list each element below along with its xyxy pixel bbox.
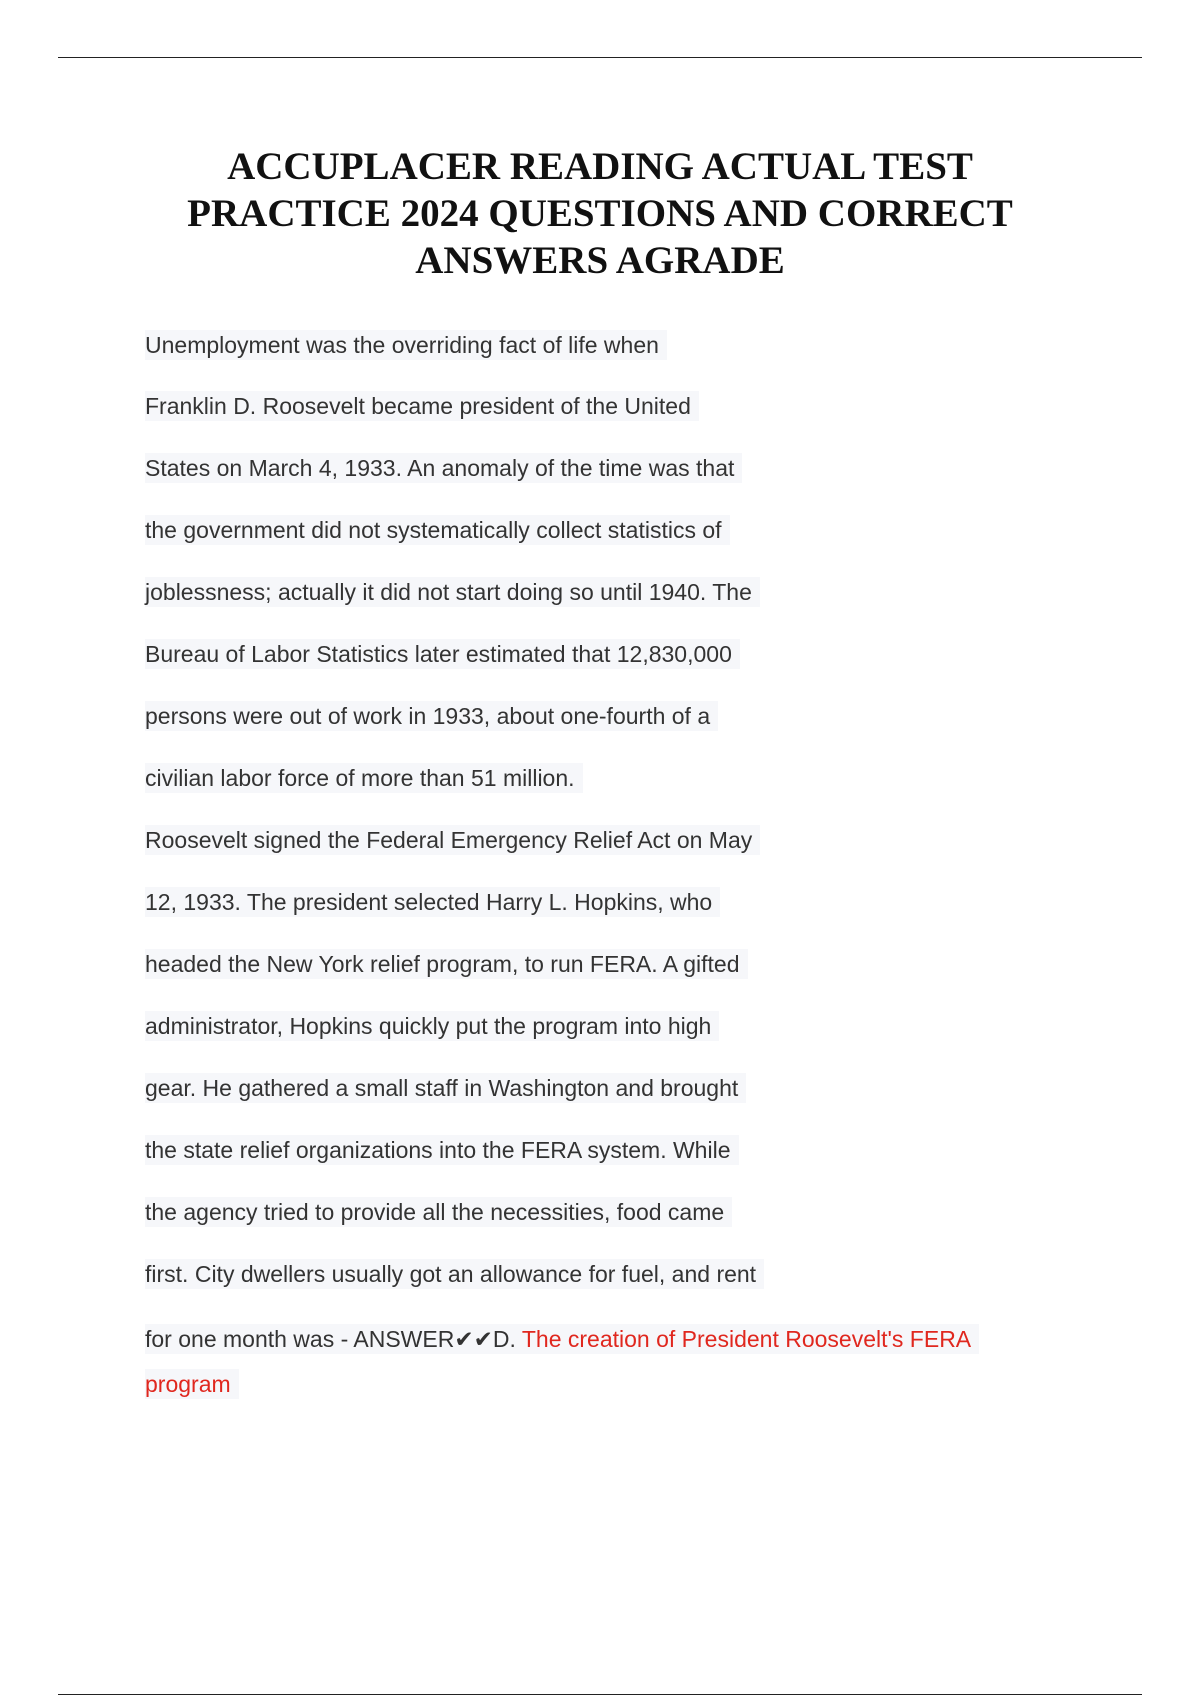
passage-line: the state relief organizations into the FERA system. While — [145, 1135, 739, 1165]
passage-line: headed the New York relief program, to run FERA. A gifted — [145, 949, 748, 979]
passage-line: persons were out of work in 1933, about one-fourth of a — [145, 701, 718, 731]
passage-line: Roosevelt signed the Federal Emergency Relief Act on May — [145, 825, 760, 855]
passage-line: administrator, Hopkins quickly put the program into high — [145, 1011, 719, 1041]
passage-line: States on March 4, 1933. An anomaly of the time was that — [145, 453, 742, 483]
passage-line: joblessness; actually it did not start doing so until 1940. The — [145, 577, 760, 607]
passage-line: the government did not systematically collect statistics of — [145, 515, 730, 545]
passage-line: the agency tried to provide all the necessities, food came — [145, 1197, 732, 1227]
checkmark-icon: ✔✔ — [454, 1326, 493, 1352]
passage-line: first. City dwellers usually got an allowance for fuel, and rent — [145, 1259, 764, 1289]
answer-text: The creation of President Roosevelt's FERA — [521, 1326, 972, 1352]
passage-line: Unemployment was the overriding fact of life when — [145, 330, 667, 360]
passage-line: Bureau of Labor Statistics later estimated that 12,830,000 — [145, 639, 740, 669]
answer-letter: D. — [492, 1326, 522, 1352]
document-title — [120, 143, 1080, 284]
passage-line: 12, 1933. The president selected Harry L. Hopkins, who — [145, 887, 720, 917]
bottom-rule — [58, 1694, 1142, 1695]
answer-line — [145, 1324, 979, 1354]
top-rule — [58, 57, 1142, 58]
answer-prefix: for one month was - ANSWER — [145, 1326, 455, 1352]
title-line: ACCUPLACER READING ACTUAL TEST — [227, 145, 973, 188]
title-line: ANSWERS AGRADE — [415, 239, 785, 282]
passage-line: civilian labor force of more than 51 million. — [145, 763, 583, 793]
title-line: PRACTICE 2024 QUESTIONS AND CORRECT — [187, 192, 1013, 235]
passage-line: Franklin D. Roosevelt became president of the United — [145, 391, 699, 421]
answer-text-continued: program — [145, 1369, 239, 1399]
passage-line: gear. He gathered a small staff in Washington and brought — [145, 1073, 746, 1103]
